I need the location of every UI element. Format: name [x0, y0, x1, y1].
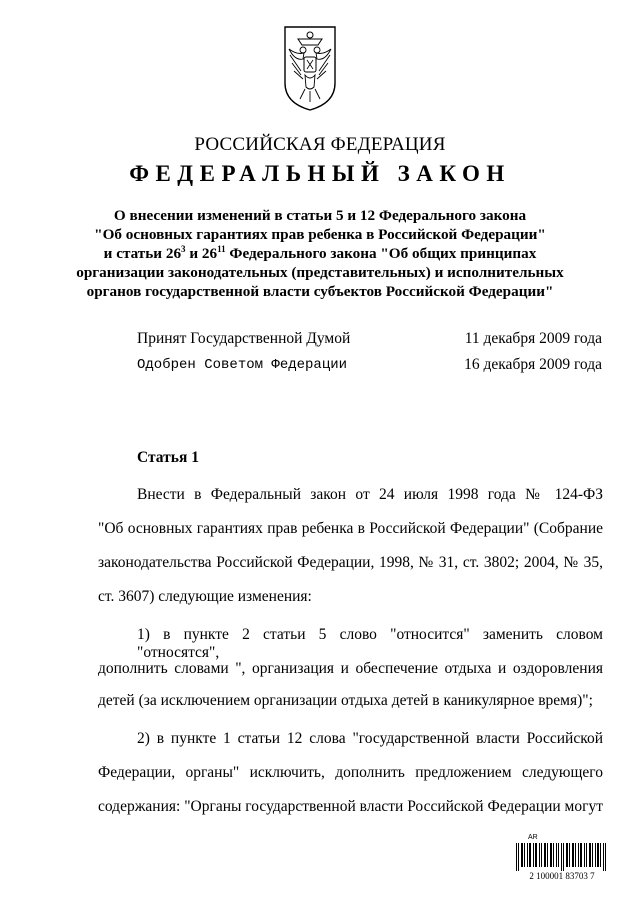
- superscript: 11: [217, 244, 226, 254]
- law-title-line-2: "Об основных гарантиях прав ребенка в Российской Федерации": [94, 226, 546, 243]
- article-line: дополнить словами ", организация и обеспечение отдыха и оздоровления: [98, 660, 603, 677]
- duma-adoption-date: 11 декабря 2009 года: [464, 330, 602, 347]
- country-name: РОССИЙСКАЯ ФЕДЕРАЦИЯ: [194, 134, 446, 155]
- barcode-number: 2 100001 83703 7: [529, 871, 595, 881]
- title-text: и статьи 26: [103, 245, 182, 262]
- law-title-line-1: О внесении изменений в статьи 5 и 12 Федерального закона: [113, 207, 527, 224]
- article-line: ст. 3607) следующие изменения:: [98, 588, 312, 605]
- article-line: Федерации, органы" исключить, дополнить предложением следующего: [98, 764, 603, 781]
- article-line: детей (за исключением организации отдыха детей в каникулярное время)";: [98, 692, 593, 709]
- law-title-line-5: органов государственной власти субъектов Российской Федерации": [86, 283, 554, 300]
- title-text: Федерального закона "Об общих принципах: [225, 245, 537, 262]
- superscript: 3: [181, 244, 186, 254]
- article-line: законодательства Российской Федерации, 1998, № 31, ст. 3802; 2004, № 35,: [98, 554, 603, 571]
- article-line: содержания: "Органы государственной власти Российской Федерации могут: [98, 798, 603, 815]
- coat-of-arms-icon: [283, 25, 337, 112]
- council-approval-label: Одобрен Советом Федерации: [137, 357, 348, 373]
- law-title-line-4: организации законодательных (представительных) и исполнительных: [76, 264, 564, 281]
- article-line: 1) в пункте 2 статьи 5 слово "относится" заменить словом "относятся",: [137, 626, 603, 661]
- article-line: "Об основных гарантиях прав ребенка в Российской Федерации" (Собрание: [98, 520, 603, 537]
- law-title-line-3: [0, 245, 640, 263]
- council-approval-date: 16 декабря 2009 года: [464, 356, 602, 373]
- barcode-mark: AR: [528, 834, 538, 841]
- title-text: и 26: [185, 245, 218, 262]
- article-heading: Статья 1: [137, 449, 199, 466]
- barcode-icon: [516, 843, 608, 871]
- article-line: Внести в Федеральный закон от 24 июля 1998 года № 124-ФЗ: [137, 486, 603, 503]
- article-line: 2) в пункте 1 статьи 12 слова "государственной власти Российской: [137, 730, 603, 747]
- duma-adoption-label: Принят Государственной Думой: [137, 330, 351, 347]
- law-type-heading: ФЕДЕРАЛЬНЫЙ ЗАКОН: [129, 161, 511, 186]
